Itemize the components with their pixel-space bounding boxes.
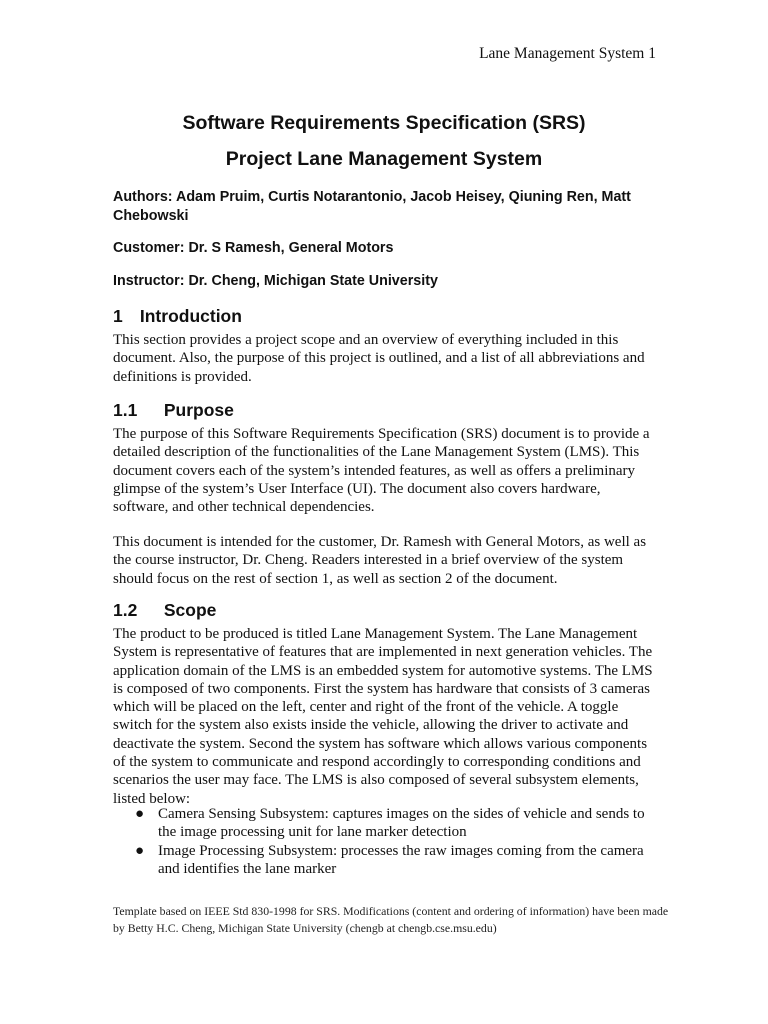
introduction-paragraph: This section provides a project scope and an overview of everything included in this document. Also, the purpose of this project is outlined, and a list of all abbreviations and definitions is provided. (113, 332, 645, 385)
section-heading-introduction (113, 306, 242, 327)
purpose-paragraph-1: The purpose of this Software Requirements Specification (SRS) document is to provide a detailed description of the functionalities of the Lane Management System (LMS). This document covers each of the system’s intended features, as well as offers a preliminary glimpse of the system’s User Interface (UI). The document also covers hardware, software, and other technical dependencies. (113, 426, 650, 516)
instructor-line: Instructor: Dr. Cheng, Michigan State University (113, 273, 438, 289)
section-title: Purpose (163, 400, 234, 420)
list-item (113, 805, 658, 842)
section-number: 1.2 (113, 600, 138, 620)
running-header: Lane Management System 1 (479, 45, 656, 62)
authors-line: Authors: Adam Pruim, Curtis Notarantonio, Jacob Heisey, Qiuning Ren, Matt Chebowski (113, 189, 631, 224)
section-title: Scope (163, 600, 217, 620)
customer-line: Customer: Dr. S Ramesh, General Motors (113, 240, 394, 256)
project-title: Project Lane Management System (225, 148, 543, 170)
section-number: 1.1 (113, 400, 138, 420)
list-item-text: Camera Sensing Subsystem: captures images on the sides of vehicle and sends to the image processing unit for lane marker detection (158, 806, 645, 841)
section-title: Introduction (139, 306, 242, 326)
section-heading-purpose (113, 400, 234, 421)
section-heading-scope (113, 600, 216, 621)
list-item-text: Image Processing Subsystem: processes the raw images coming from the camera and identifies the lane marker (158, 842, 644, 877)
subsystem-list (113, 805, 658, 878)
document-title: Software Requirements Specification (SRS) (182, 112, 586, 134)
bullet-icon: ● (135, 806, 145, 822)
bullet-icon: ● (135, 842, 145, 859)
list-item (113, 842, 658, 879)
section-number: 1 (113, 306, 123, 326)
purpose-paragraph-2: This document is intended for the customer, Dr. Ramesh with General Motors, as well as the course instructor, Dr. Cheng. Readers interested in a brief overview of the system should focus on the rest of section 1, as well as section 2 of the document. (113, 534, 647, 587)
scope-paragraph: The product to be produced is titled Lane Management System. The Lane Management System is representative of features that are implemented in next generation vehicles. The application domain of the LMS is an embedded system for automotive systems. The LMS is composed of two components. First the system has hardware that consists of 3 cameras which will be placed on the left, center and right of the front of the vehicle. A toggle switch for the system also exists inside the vehicle, allowing the driver to activate and deactivate the system. Second the system has software which allows various components of the system to communicate and respond accordingly to corresponding conditions and scenarios the user may face. The LMS is also composed of several subsystem elements, listed below: (113, 626, 653, 807)
footer-note: Template based on IEEE Std 830-1998 for SRS. Modifications (content and ordering of information) have been made by Betty H.C. Cheng, Michigan State University (chengb at chengb.cse.msu.edu) (113, 904, 669, 935)
